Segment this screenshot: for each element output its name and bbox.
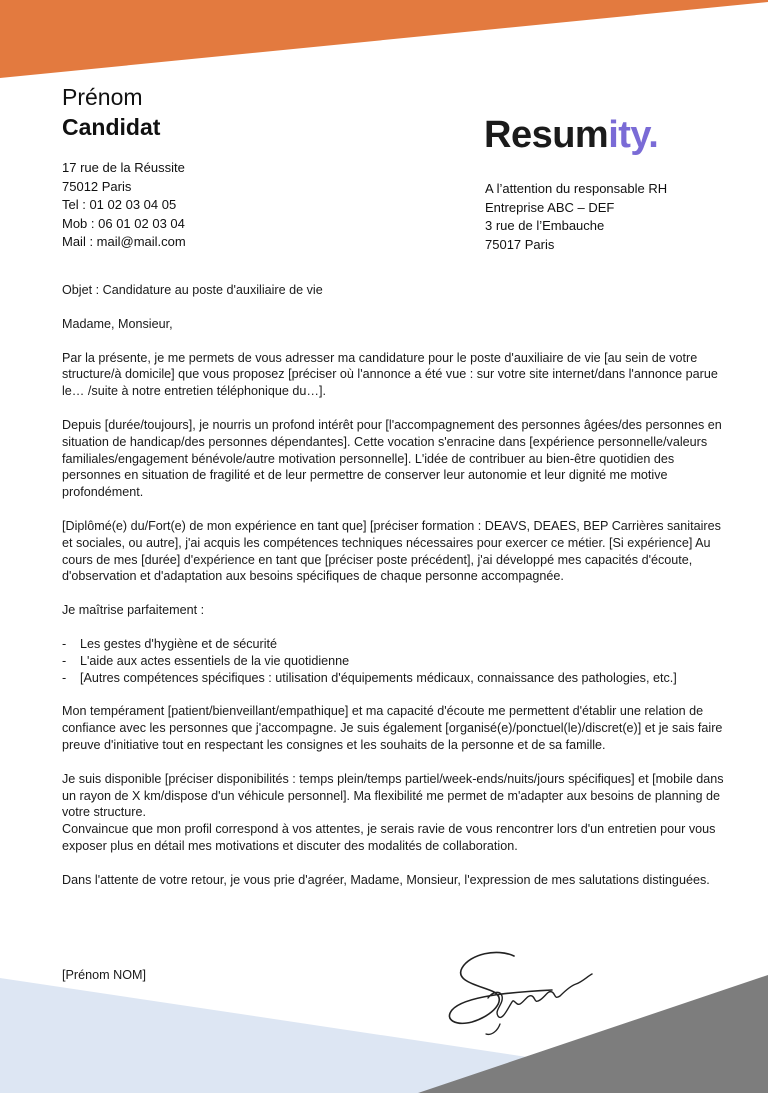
sender-tel: Tel : 01 02 03 04 05 [62,197,177,212]
letter-paragraph-1: Par la présente, je me permets de vous adresser ma candidature pour le poste d'auxiliaire de vie [au sein de votre structure/à domicile] que vous proposez [préciser où l'annonce a été vue : sur votre site internet/dans l'annonce parue le… /suite à notre entretien téléphonique du…]. [62,350,718,399]
letter-body [62,282,727,906]
skills-list [62,636,727,686]
recipient-attention: A l’attention du responsable RH [485,181,668,196]
sender-contact-block [62,159,186,252]
signature-name: [Prénom NOM] [62,968,146,982]
candidate-first-name: Prénom [62,84,143,110]
logo-accent-text: ity. [608,114,659,156]
skill-item: - [Autres compétences spécifiques : utilisation d'équipements médicaux, connaissance des pathologies, etc.] [62,670,727,687]
resumity-logo [484,114,658,157]
skills-intro: Je maîtrise parfaitement : [62,603,205,618]
sender-address: 17 rue de la Réussite [62,160,185,175]
top-orange-band [0,0,768,78]
sender-city: 75012 Paris [62,178,132,194]
letter-paragraph-2: Depuis [durée/toujours], je nourris un profond intérêt pour [l'accompagnement des personnes âgées/des personnes en situation de handicap/des personnes dépendantes]. Cette vocation s'enracine dans [expérience personnelle/valeurs familiales/engagement bénévole/autre motivation personnelle]. L'idée de contribuer au bien-être quotidien des personnes en situation de fragilité et de leur permettre de conserver leur autonomie et leur dignité me motive profondément. [62,417,722,500]
candidate-last-name: Candidat [62,114,161,140]
letter-object: Objet : Candidature au poste d'auxiliaire de vie [62,283,323,297]
logo-main-text: Resum [484,114,609,156]
letter-closing: Dans l'attente de votre retour, je vous prie d'agréer, Madame, Monsieur, l'expression de mes salutations distinguées. [62,872,710,887]
letter-paragraph-5: Je suis disponible [préciser disponibilités : temps plein/temps partiel/week-ends/nuits/jours spécifiques] et [mobile dans un rayon de X km/dispose d'un véhicule personnel]. Ma flexibilité me permet de m'adapter aux besoins de planning de votre structure. [62,771,724,820]
handwritten-signature-icon [442,946,602,1038]
letter-paragraph-6: Convaincue que mon profil correspond à vos attentes, je serais ravie de vous rencontrer lors d'un entretien pour vous exposer plus en détail mes motivations et discuter des modalités de collaboration. [62,822,716,853]
skill-item: - L'aide aux actes essentiels de la vie quotidienne [62,653,727,670]
sender-mob: Mob : 06 01 02 03 04 [62,215,185,231]
recipient-block [485,180,667,254]
recipient-city: 75017 Paris [485,236,555,252]
recipient-company: Entreprise ABC – DEF [485,199,615,215]
letter-paragraph-3: [Diplômé(e) du/Fort(e) de mon expérience en tant que] [préciser formation : DEAVS, DEAES, BEP Carrières sanitaires et sociales, ou autre], j'ai acquis les compétences techniques nécessaires pour exercer ce métier. [Si expérience] Au cours de mes [durée] d'expérience en tant que [préciser poste précédent], j'ai développé mes capacités d'écoute, d'observation et d'adaptation aux besoins spécifiques de chaque personne accompagnée. [62,518,721,584]
recipient-address: 3 rue de l’Embauche [485,218,605,233]
skill-item: - Les gestes d'hygiène et de sécurité [62,636,727,653]
letter-paragraph-4: Mon tempérament [patient/bienveillant/empathique] et ma capacité d'écoute me permettent d'établir une relation de confiance avec les personnes que j'accompagne. Je suis également [organisé(e)/ponctuel(le)/discret(e)] et je sais faire preuve d'initiative tout en respectant les consignes et les souhaits de la personne et de sa famille. [62,704,723,752]
letter-salutation: Madame, Monsieur, [62,316,173,331]
sender-mail: Mail : mail@mail.com [62,234,186,249]
